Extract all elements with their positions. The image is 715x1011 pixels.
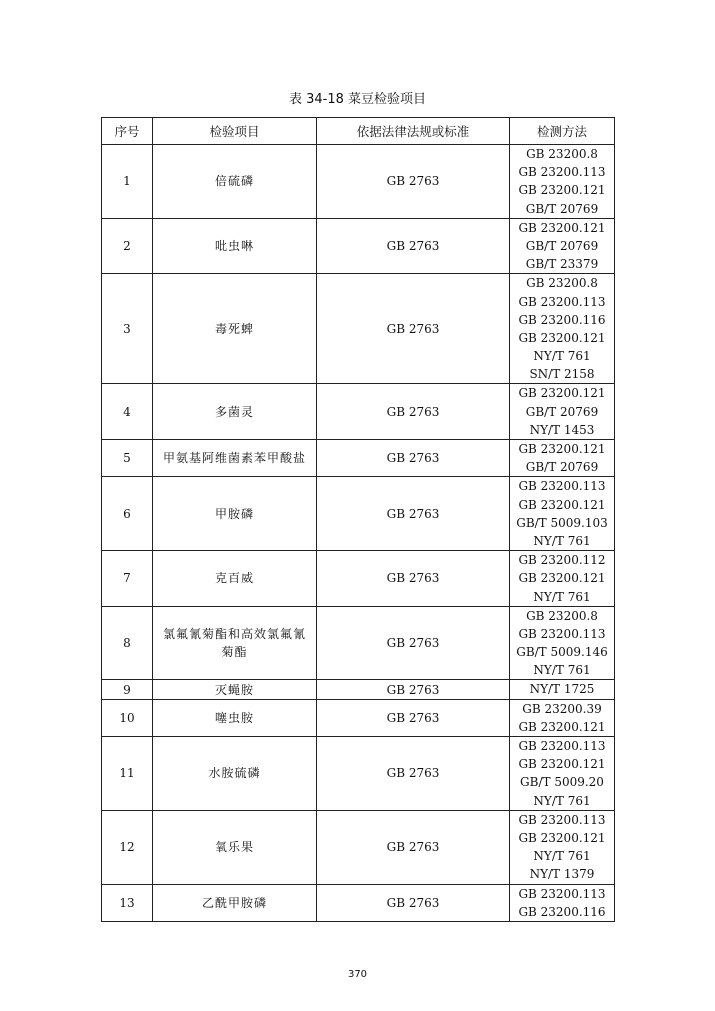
inspection-item: 水胺硫磷 — [153, 737, 317, 811]
detection-methods — [510, 810, 615, 884]
detection-method: GB/T 20769 — [525, 460, 599, 475]
detection-method: GB 23200.113 — [518, 739, 606, 753]
detection-method: GB 23200.8 — [526, 276, 598, 291]
standard-basis: GB 2763 — [317, 145, 510, 219]
header-no: 序号 — [102, 118, 153, 145]
detection-method: NY/T 761 — [533, 849, 591, 864]
detection-method: GB/T 5009.146 — [516, 645, 608, 660]
table-row — [102, 440, 615, 477]
detection-method: GB 23200.8 — [526, 147, 598, 161]
detection-methods — [510, 680, 615, 699]
detection-method: GB/T 5009.103 — [516, 515, 608, 530]
detection-method: GB 23200.121 — [518, 442, 606, 456]
detection-method: GB 23200.113 — [518, 479, 606, 494]
inspection-item: 甲胺磷 — [153, 477, 317, 551]
detection-method: GB 23200.113 — [518, 294, 606, 309]
detection-method: NY/T 1453 — [529, 422, 595, 437]
table-row — [102, 680, 615, 699]
table-row — [102, 884, 615, 921]
detection-methods — [510, 384, 615, 440]
detection-method: GB/T 20769 — [525, 201, 599, 216]
detection-method: NY/T 1725 — [529, 682, 595, 697]
table-row — [102, 477, 615, 551]
detection-method: GB 23200.121 — [518, 757, 606, 772]
standard-basis: GB 2763 — [317, 884, 510, 921]
detection-methods — [510, 477, 615, 551]
table-row — [102, 810, 615, 884]
detection-method: GB 23200.121 — [518, 571, 606, 586]
standard-basis: GB 2763 — [317, 384, 510, 440]
row-number: 3 — [102, 274, 153, 384]
detection-method: NY/T 761 — [533, 533, 591, 548]
row-number: 6 — [102, 477, 153, 551]
detection-methods — [510, 440, 615, 477]
detection-method: GB 23200.121 — [518, 386, 606, 401]
detection-method: GB 23200.113 — [518, 886, 606, 901]
detection-method: GB 23200.116 — [518, 904, 606, 919]
row-number: 1 — [102, 145, 153, 219]
table-row — [102, 274, 615, 384]
detection-method: SN/T 2158 — [529, 367, 595, 382]
inspection-item: 氧乐果 — [153, 810, 317, 884]
inspection-item: 甲氨基阿维菌素苯甲酸盐 — [153, 440, 317, 477]
standard-basis: GB 2763 — [317, 274, 510, 384]
table-row — [102, 737, 615, 811]
row-number: 10 — [102, 699, 153, 736]
detection-methods — [510, 606, 615, 680]
detection-methods — [510, 218, 615, 274]
row-number: 9 — [102, 680, 153, 699]
standard-basis: GB 2763 — [317, 551, 510, 607]
table-body — [102, 145, 615, 922]
table-row — [102, 218, 615, 274]
standard-basis: GB 2763 — [317, 737, 510, 811]
detection-method: GB 23200.121 — [518, 719, 606, 734]
row-number: 8 — [102, 606, 153, 680]
detection-method: NY/T 761 — [533, 663, 591, 678]
detection-method: GB/T 20769 — [525, 404, 599, 419]
detection-method: GB 23200.121 — [518, 497, 606, 512]
inspection-item: 氯氟氰菊酯和高效氯氟氰菊酯 — [153, 606, 317, 680]
detection-method: NY/T 761 — [533, 793, 591, 808]
standard-basis: GB 2763 — [317, 440, 510, 477]
page-number: 370 — [347, 969, 368, 980]
detection-method: GB/T 5009.20 — [520, 775, 604, 790]
inspection-table — [101, 117, 615, 922]
row-number: 4 — [102, 384, 153, 440]
inspection-item: 毒死蜱 — [153, 274, 317, 384]
table-title: 表 34-18 菜豆检验项目 — [288, 92, 427, 107]
detection-method: GB/T 23379 — [525, 257, 599, 272]
detection-method: GB 23200.113 — [518, 626, 606, 641]
detection-methods — [510, 145, 615, 219]
detection-method: GB 23200.121 — [518, 330, 606, 345]
detection-method: GB 23200.8 — [526, 608, 598, 623]
detection-method: GB 23200.112 — [518, 553, 606, 568]
row-number: 7 — [102, 551, 153, 607]
detection-method: NY/T 761 — [533, 589, 591, 604]
inspection-item: 灭蝇胺 — [153, 680, 317, 699]
header-method: 检测方法 — [510, 118, 615, 145]
detection-method: NY/T 1379 — [529, 867, 595, 882]
inspection-item: 噻虫胺 — [153, 699, 317, 736]
detection-method: GB 23200.39 — [522, 701, 602, 716]
inspection-item: 克百威 — [153, 551, 317, 607]
inspection-item: 多菌灵 — [153, 384, 317, 440]
detection-methods — [510, 884, 615, 921]
inspection-item: 倍硫磷 — [153, 145, 317, 219]
detection-method: GB/T 20769 — [525, 238, 599, 253]
row-number: 13 — [102, 884, 153, 921]
table-row — [102, 699, 615, 736]
row-number: 12 — [102, 810, 153, 884]
inspection-item: 乙酰甲胺磷 — [153, 884, 317, 921]
table-header-row — [102, 118, 615, 145]
detection-methods — [510, 699, 615, 736]
detection-method: GB 23200.121 — [518, 220, 606, 235]
detection-methods — [510, 737, 615, 811]
detection-method: NY/T 761 — [533, 349, 591, 364]
table-row — [102, 384, 615, 440]
detection-method: GB 23200.121 — [518, 183, 606, 198]
detection-method: GB 23200.116 — [518, 312, 606, 327]
detection-method: GB 23200.121 — [518, 830, 606, 845]
detection-methods — [510, 274, 615, 384]
standard-basis: GB 2763 — [317, 477, 510, 551]
standard-basis: GB 2763 — [317, 606, 510, 680]
standard-basis: GB 2763 — [317, 680, 510, 699]
header-standard: 依据法律法规或标准 — [317, 118, 510, 145]
detection-method: GB 23200.113 — [518, 165, 606, 180]
table-row — [102, 606, 615, 680]
table-row — [102, 145, 615, 219]
detection-method: GB 23200.113 — [518, 812, 606, 827]
table-row — [102, 551, 615, 607]
header-item: 检验项目 — [153, 118, 317, 145]
standard-basis: GB 2763 — [317, 810, 510, 884]
row-number: 2 — [102, 218, 153, 274]
row-number: 11 — [102, 737, 153, 811]
standard-basis: GB 2763 — [317, 218, 510, 274]
detection-methods — [510, 551, 615, 607]
inspection-item: 吡虫啉 — [153, 218, 317, 274]
row-number: 5 — [102, 440, 153, 477]
standard-basis: GB 2763 — [317, 699, 510, 736]
